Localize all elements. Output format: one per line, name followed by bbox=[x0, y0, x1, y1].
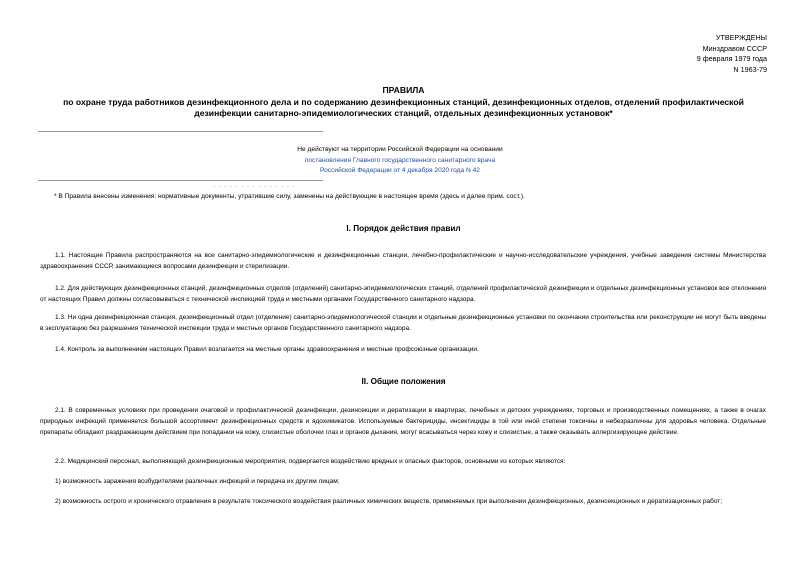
title-line-2: по охране труда работников дезинфекционного дела и по содержанию дезинфекционных станций, дезинфекционных отделов, отделений профилактической bbox=[63, 96, 744, 107]
paragraph-1-2: 1.2. Для действующих дезинфекционных станций, дезинфекционных отделов (отделений) санитарно-эпидемиологических станций, отделений профилактической дезинфекции и отдельных дезинфекционных установок все отклонения от настоящих Правил должны согласовываться с технической инспекцией труда и местными органами Государственного санитарного надзора. bbox=[40, 285, 766, 303]
paragraph-2-2: 2.2. Медицинский персонал, выполняющий дезинфекционные мероприятия, подвергается воздействию вредных и опасных факторов, основными из которых являются: bbox=[55, 458, 566, 465]
approval-line-1: УТВЕРЖДЕНЫ bbox=[715, 33, 767, 42]
section-2-heading: II. Общие положения bbox=[361, 377, 446, 386]
paragraph-1-1: 1.1. Настоящие Правила распространяются на все санитарно-эпидемиологические и дезинфекционные станции, лечебно-профилактические и научно-исследовательские учреждения, учебные заведения системы Министерства здравоохранения СССР, занимающиеся вопросами дезинфекции и стерилизации. bbox=[40, 252, 766, 270]
approval-line-4: N 1963-79 bbox=[733, 64, 767, 74]
document-title bbox=[30, 85, 777, 120]
title-line-3: дезинфекции санитарно-эпидемиологических станций, отдельных дезинфекционных установок* bbox=[194, 108, 613, 119]
divider-top bbox=[38, 131, 323, 132]
paragraph-1-3: 1.3. Ни одна дезинфекционная станция, дезинфекционный отдел (отделение) санитарно-эпидемиологической станции и отдельные дезинфекционные установки по окончании строительства или реконструкции не могут быть введены в эксплуатацию без разрешения технической инспекции труда и местных органов Государственного санитарного надзора. bbox=[40, 314, 766, 332]
divider-bottom bbox=[38, 180, 323, 181]
notice-line: Не действуют на территории Российской Федерации на основании bbox=[297, 146, 503, 153]
approval-line-2: Минздравом СССР bbox=[702, 43, 767, 53]
section-1-heading: I. Порядок действия правил bbox=[346, 224, 461, 233]
title-line-1: ПРАВИЛА bbox=[382, 85, 425, 95]
paragraph-2-2-1: 1) возможность заражения возбудителями различных инфекций и передача их другим лицам; bbox=[55, 478, 340, 485]
status-notice bbox=[160, 145, 640, 177]
approval-stamp bbox=[697, 33, 767, 75]
notice-link-1[interactable]: постановления Главного государственного санитарного врача bbox=[304, 156, 496, 164]
approval-line-3: 9 февраля 1979 года bbox=[696, 54, 767, 64]
paragraph-2-2-2: 2) возможность острого и хронического отравления в результате токсического воздействия различных химических веществ, применяемых при выполнении дезинфекционных, дезинсекционных и дератизационных работ; bbox=[55, 498, 723, 505]
footnote-separator: - - - - - - - - - - - - - - - bbox=[213, 184, 296, 190]
notice-link-2[interactable]: Российской Федерации от 4 декабря 2020 года N 42 bbox=[320, 167, 480, 174]
paragraph-2-1: 2.1. В современных условиях при проведении очаговой и профилактической дезинфекции, дезинсекции и дератизации в квартирах, лечебных и детских учреждениях, торговых и производственных помещениях, а также в очагах природных инфекций применяется большой ассортимент дезинфекционных средств и ядохимикатов. Используемые бактерициды, инсектициды в той или иной степени токсичны и небезразличны для здоровья человека. Отдельные препараты обладают раздражающим действием при попадании на кожу, слизистые оболочки глаз и органов дыхания, могут всасываться через кожу и слизистые, а также оказывать аллергизирующее действие. bbox=[40, 407, 766, 436]
footnote: * В Правила внесены изменения: нормативные документы, утратившие силу, заменены на действующие в настоящее время (здесь и далее прим. сост.). bbox=[54, 193, 525, 200]
paragraph-1-4: 1.4. Контроль за выполнением настоящих Правил возлагается на местные органы здравоохранения и местные профсоюзные организации. bbox=[55, 346, 479, 353]
